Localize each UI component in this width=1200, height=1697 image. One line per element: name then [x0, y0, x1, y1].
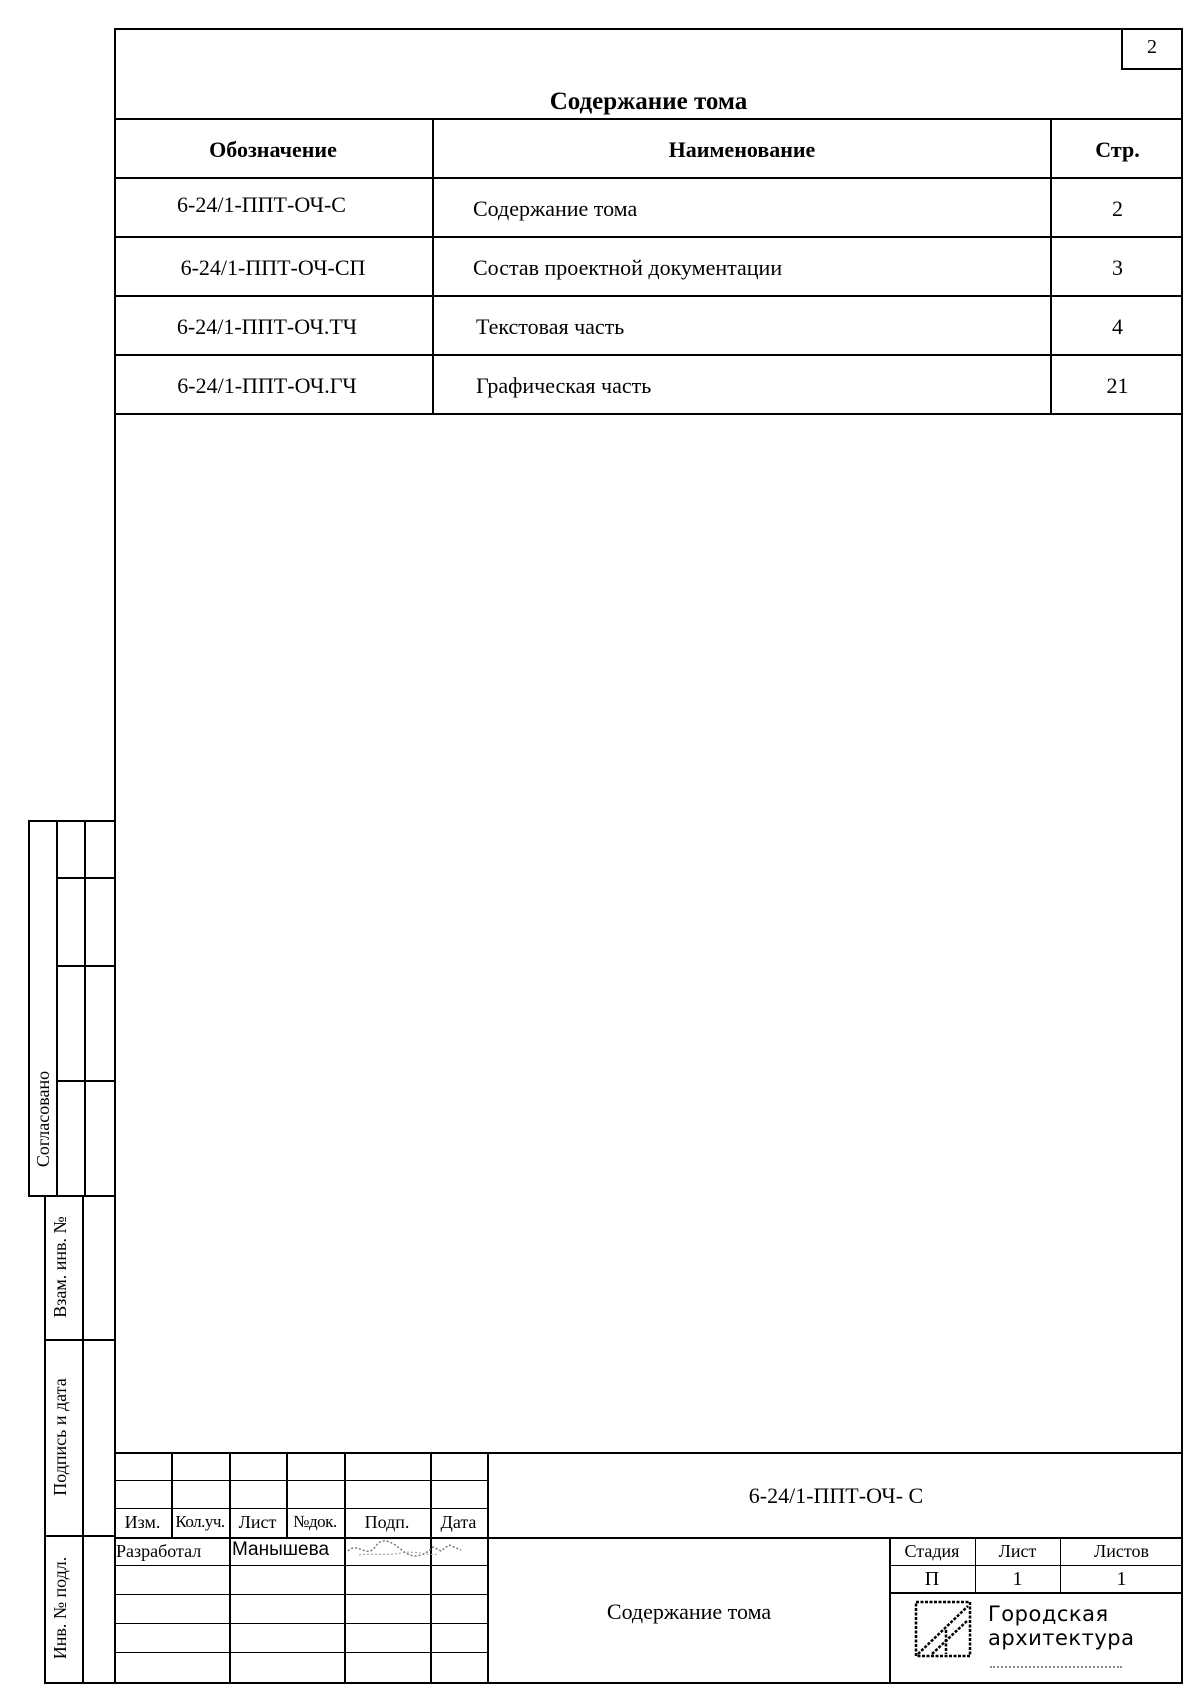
side-stamp-inner-line	[82, 1195, 84, 1684]
developer-name: Манышева	[232, 1539, 330, 1560]
stage-value: П	[924, 1568, 940, 1590]
page-number: 2	[1147, 36, 1157, 58]
side-stamp-bottom	[44, 1682, 116, 1684]
table-top-line	[114, 118, 1183, 120]
row-name: Графическая часть	[476, 373, 652, 398]
signature-scribble	[345, 1537, 465, 1563]
row-name: Состав проектной документации	[473, 255, 783, 280]
company-tagline-strip	[990, 1666, 1122, 1671]
row-designation: 6-24/1-ППТ-ОЧ.ГЧ	[177, 373, 357, 398]
side-label-replacement-inv: Взам. инв. №	[50, 1216, 70, 1318]
header-page: Стр.	[1095, 137, 1140, 162]
row-page: 4	[1112, 314, 1123, 339]
row-page: 3	[1112, 255, 1123, 280]
side-stamp-top	[28, 820, 116, 822]
side-label-signature-date: Подпись и дата	[50, 1378, 70, 1496]
table-row-line	[114, 236, 1183, 238]
side-stamp-row-line	[44, 1535, 116, 1537]
company-logo-mark	[914, 1600, 972, 1658]
col-header-doc-no: №док.	[293, 1512, 337, 1531]
row-designation: 6-24/1-ППТ-ОЧ-СП	[180, 255, 366, 280]
company-name-line2: архитектура	[988, 1626, 1135, 1650]
side-stamp-row-line	[56, 965, 116, 967]
side-label-original-inv: Инв. № подл.	[50, 1556, 70, 1660]
row-page: 2	[1112, 196, 1123, 221]
side-stamp-outer-line	[44, 1195, 46, 1684]
col-header-change: Изм.	[124, 1512, 161, 1532]
header-designation: Обозначение	[209, 137, 337, 162]
col-header-sheet: Лист	[238, 1512, 277, 1532]
stage-row-line	[889, 1565, 1183, 1566]
sheets-label: Листов	[1094, 1541, 1149, 1561]
row-name: Текстовая часть	[476, 314, 625, 339]
developed-label: Разработал	[116, 1541, 202, 1561]
col-header-date: Дата	[440, 1512, 477, 1532]
document-title: Содержание тома	[606, 1599, 772, 1624]
sheet-label: Лист	[998, 1541, 1037, 1561]
sheets-value: 1	[1116, 1568, 1127, 1590]
stage-row-line	[889, 1592, 1183, 1594]
side-stamp-outer-line	[28, 820, 30, 1197]
side-stamp-row-line	[44, 1339, 116, 1341]
page-title: Содержание тома	[549, 88, 748, 115]
stage-label: Стадия	[904, 1541, 960, 1561]
row-page: 21	[1106, 373, 1129, 398]
table-bottom-line	[114, 413, 1183, 415]
title-grid-col	[229, 1452, 231, 1684]
company-name-line1: Городская	[988, 1602, 1109, 1626]
side-stamp-row-line	[56, 877, 116, 879]
row-name: Содержание тома	[473, 196, 638, 221]
side-stamp-row-line	[56, 1080, 116, 1082]
table-row-line	[114, 295, 1183, 297]
table-row-line	[114, 354, 1183, 356]
col-header-count: Кол.уч.	[175, 1512, 225, 1531]
table-header-line	[114, 177, 1183, 179]
header-name: Наименование	[668, 137, 816, 162]
row-designation: 6-24/1-ППТ-ОЧ.ТЧ	[176, 314, 358, 339]
title-grid-col	[344, 1452, 346, 1684]
row-designation: 6-24/1-ППТ-ОЧ-С	[177, 192, 346, 217]
col-header-signature: Подп.	[364, 1512, 410, 1532]
side-label-agreed: Согласовано	[33, 1070, 53, 1168]
document-code: 6-24/1-ППТ-ОЧ- С	[748, 1483, 924, 1508]
title-block-top	[114, 1452, 1183, 1454]
title-grid-col	[430, 1452, 432, 1684]
sheet-value: 1	[1012, 1568, 1023, 1590]
